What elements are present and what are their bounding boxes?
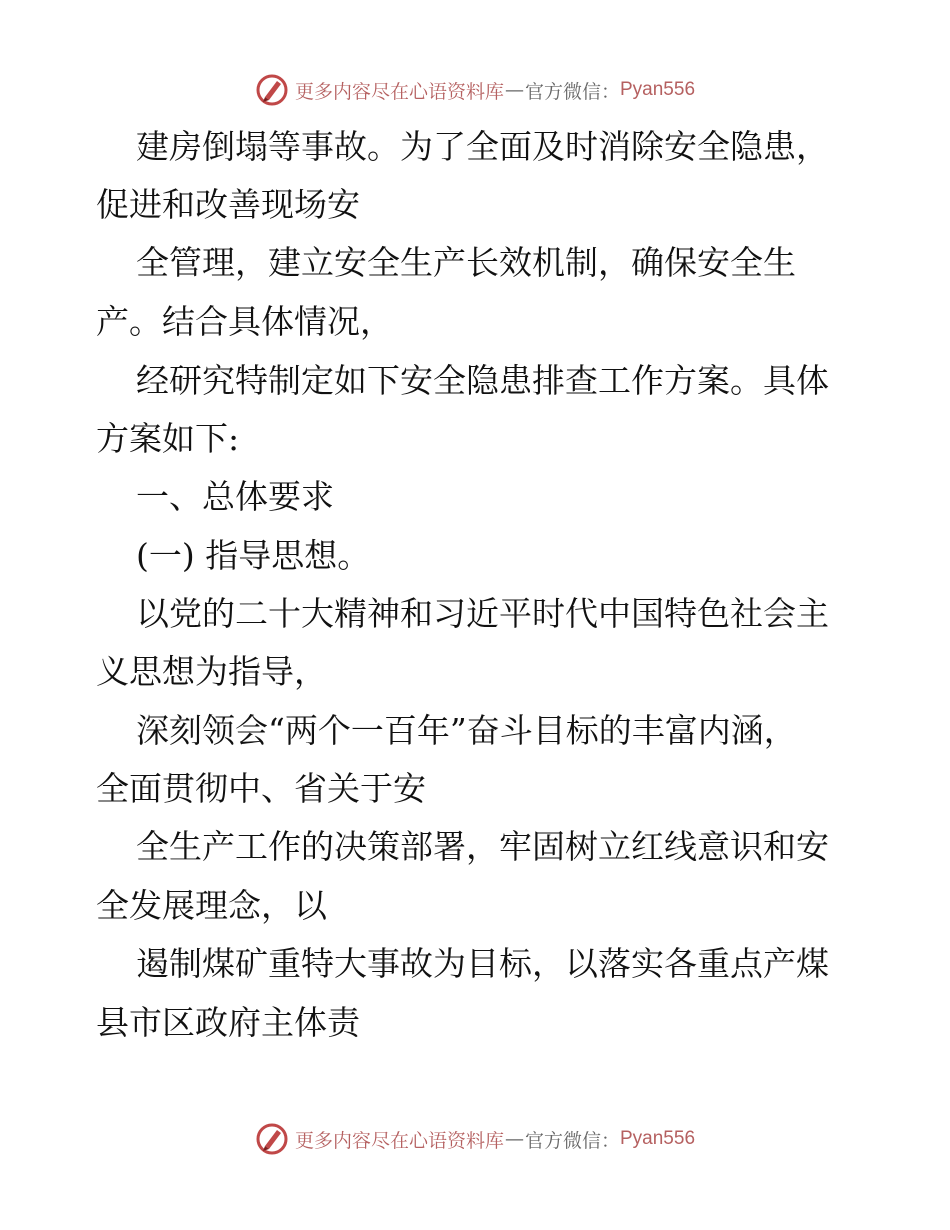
text-line: 全生产工作的决策部署，牢固树立红线意识和安 (136, 827, 829, 866)
text-line: 义思想为指导， (96, 652, 327, 691)
text-line: 产。结合具体情况， (96, 302, 393, 341)
text-line: 全发展理念，以 (96, 886, 327, 925)
pen-logo-icon (255, 1122, 289, 1156)
watermark-prefix: 更多内容尽在心语资料库 (294, 80, 504, 103)
watermark-wechat-id: Pyan556 (620, 1128, 696, 1149)
watermark-dash: — (504, 79, 524, 101)
footer-watermark (0, 1119, 950, 1159)
watermark-middle: 官方微信： (524, 80, 620, 103)
text-line: 全面贯彻中、省关于安 (96, 769, 426, 808)
text-line: 遏制煤矿重特大事故为目标，以落实各重点产煤 (136, 944, 829, 983)
text-line: 建房倒塌等事故。为了全面及时消除安全隐患， (136, 127, 829, 166)
text-line: 以党的二十大精神和习近平时代中国特色社会主 (136, 594, 829, 633)
watermark-wechat-id: Pyan556 (620, 79, 696, 100)
text-line: 方案如下: (96, 419, 240, 458)
watermark-middle: 官方微信： (524, 1129, 620, 1152)
text-line: 全管理，建立安全生产长效机制，确保安全生 (136, 243, 796, 282)
watermark-prefix: 更多内容尽在心语资料库 (294, 1129, 504, 1152)
section-heading: 一、总体要求 (136, 477, 334, 516)
pen-logo-icon (255, 73, 289, 107)
header-watermark (0, 70, 950, 110)
text-line: 促进和改善现场安 (96, 185, 360, 224)
text-line: 深刻领会“两个一百年”奋斗目标的丰富内涵， (136, 711, 797, 750)
text-line: 经研究特制定如下安全隐患排查工作方案。具体 (136, 361, 829, 400)
text-line: 县市区政府主体责 (96, 1003, 360, 1042)
watermark-dash: — (504, 1128, 524, 1150)
subsection-heading: (一) 指导思想。 (136, 536, 371, 575)
